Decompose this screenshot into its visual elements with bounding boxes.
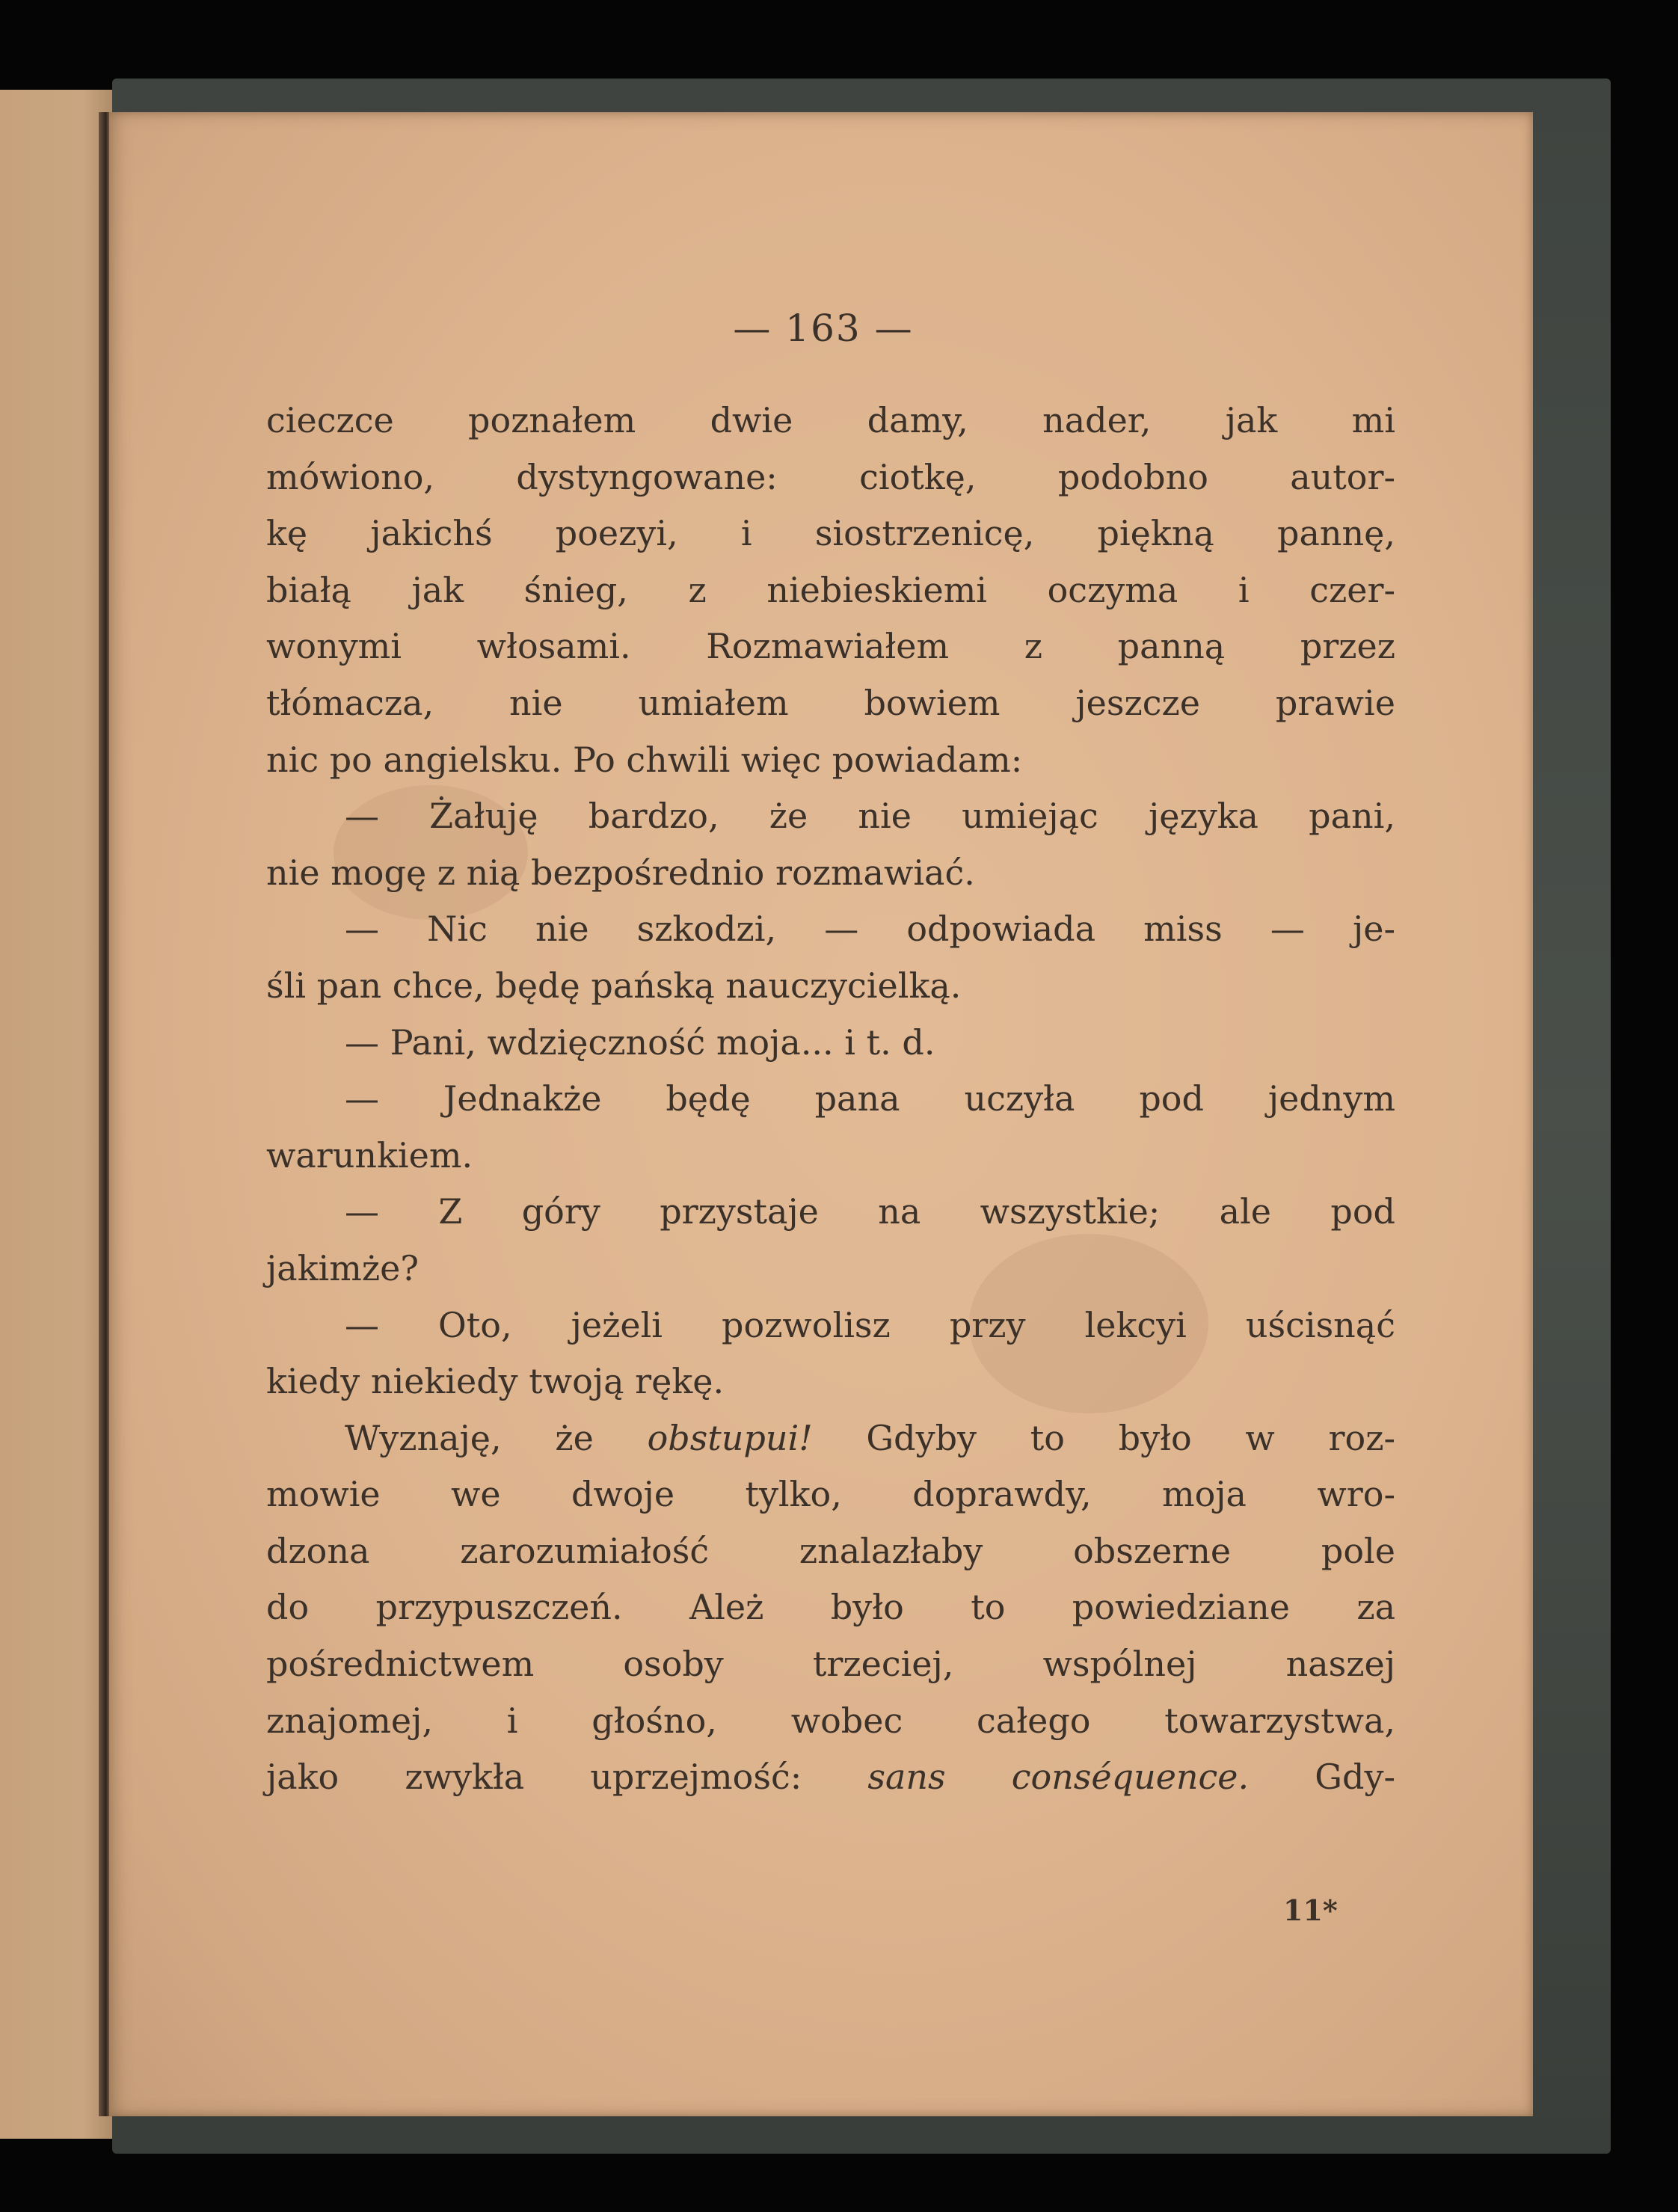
text-line: dzona zarozumiałość znalazłaby obszerne pole bbox=[266, 1530, 1395, 1571]
text-line: — Jednakże będę pana uczyła pod jednym bbox=[345, 1078, 1395, 1119]
text-run: Wyznaję, że bbox=[345, 1417, 648, 1458]
text-line: cieczce poznałem dwie damy, nader, jak mi bbox=[266, 400, 1395, 440]
text-line: mowie we dwoje tylko, doprawdy, moja wro- bbox=[266, 1474, 1395, 1515]
text-line bbox=[266, 1749, 1395, 1806]
book-page bbox=[109, 112, 1533, 2116]
text-run: jako zwykła uprzejmość: bbox=[266, 1757, 868, 1798]
text-line: pośrednictwem osoby trzeciej, wspólnej naszej bbox=[266, 1644, 1395, 1685]
text-run: Gdyby to było w roz- bbox=[812, 1417, 1395, 1458]
printer-signature-mark: 11* bbox=[1283, 1893, 1338, 1927]
page-number: — 163 — bbox=[733, 307, 914, 350]
text-line: jakimże? bbox=[266, 1247, 420, 1288]
text-line: do przypuszczeń. Ależ było to powiedziane za bbox=[266, 1587, 1395, 1628]
text-line: — Nic nie szkodzi, — odpowiada miss — je- bbox=[345, 909, 1395, 950]
text-line: — Żałuję bardzo, że nie umiejąc języka pani, bbox=[345, 796, 1395, 837]
text-line: wonymi włosami. Rozmawiałem z panną przez bbox=[266, 626, 1395, 667]
text-line: tłómacza, nie umiałem bowiem jeszcze prawie bbox=[266, 682, 1395, 723]
text-line: warunkiem. bbox=[266, 1134, 473, 1176]
italic-phrase: obstupui! bbox=[647, 1417, 813, 1458]
text-line: śli pan chce, będę pańską nauczycielką. bbox=[266, 965, 962, 1006]
text-line: kiedy niekiedy twoją rękę. bbox=[266, 1361, 725, 1402]
text-line: nic po angielsku. Po chwili więc powiadam: bbox=[266, 739, 1023, 780]
text-line: nie mogę z nią bezpośrednio rozmawiać. bbox=[266, 852, 975, 893]
text-line: znajomej, i głośno, wobec całego towarzystwa, bbox=[266, 1700, 1395, 1741]
text-line: — Z góry przystaje na wszystkie; ale pod bbox=[345, 1191, 1395, 1232]
body-text bbox=[266, 393, 1395, 1806]
text-line: białą jak śnieg, z niebieskiemi oczyma i czer- bbox=[266, 569, 1395, 610]
text-line bbox=[266, 1410, 1395, 1467]
text-run: Gdy- bbox=[1249, 1757, 1395, 1798]
italic-phrase: sans conséquence. bbox=[867, 1757, 1250, 1798]
text-line: mówiono, dystyngowane: ciotkę, podobno autor- bbox=[266, 456, 1395, 497]
text-line: — Pani, wdzięczność moja... i t. d. bbox=[345, 1021, 935, 1063]
text-line: — Oto, jeżeli pozwolisz przy lekcyi uścisnąć bbox=[345, 1304, 1395, 1345]
text-line: kę jakichś poezyi, i siostrzenicę, piękną pannę, bbox=[266, 513, 1395, 554]
